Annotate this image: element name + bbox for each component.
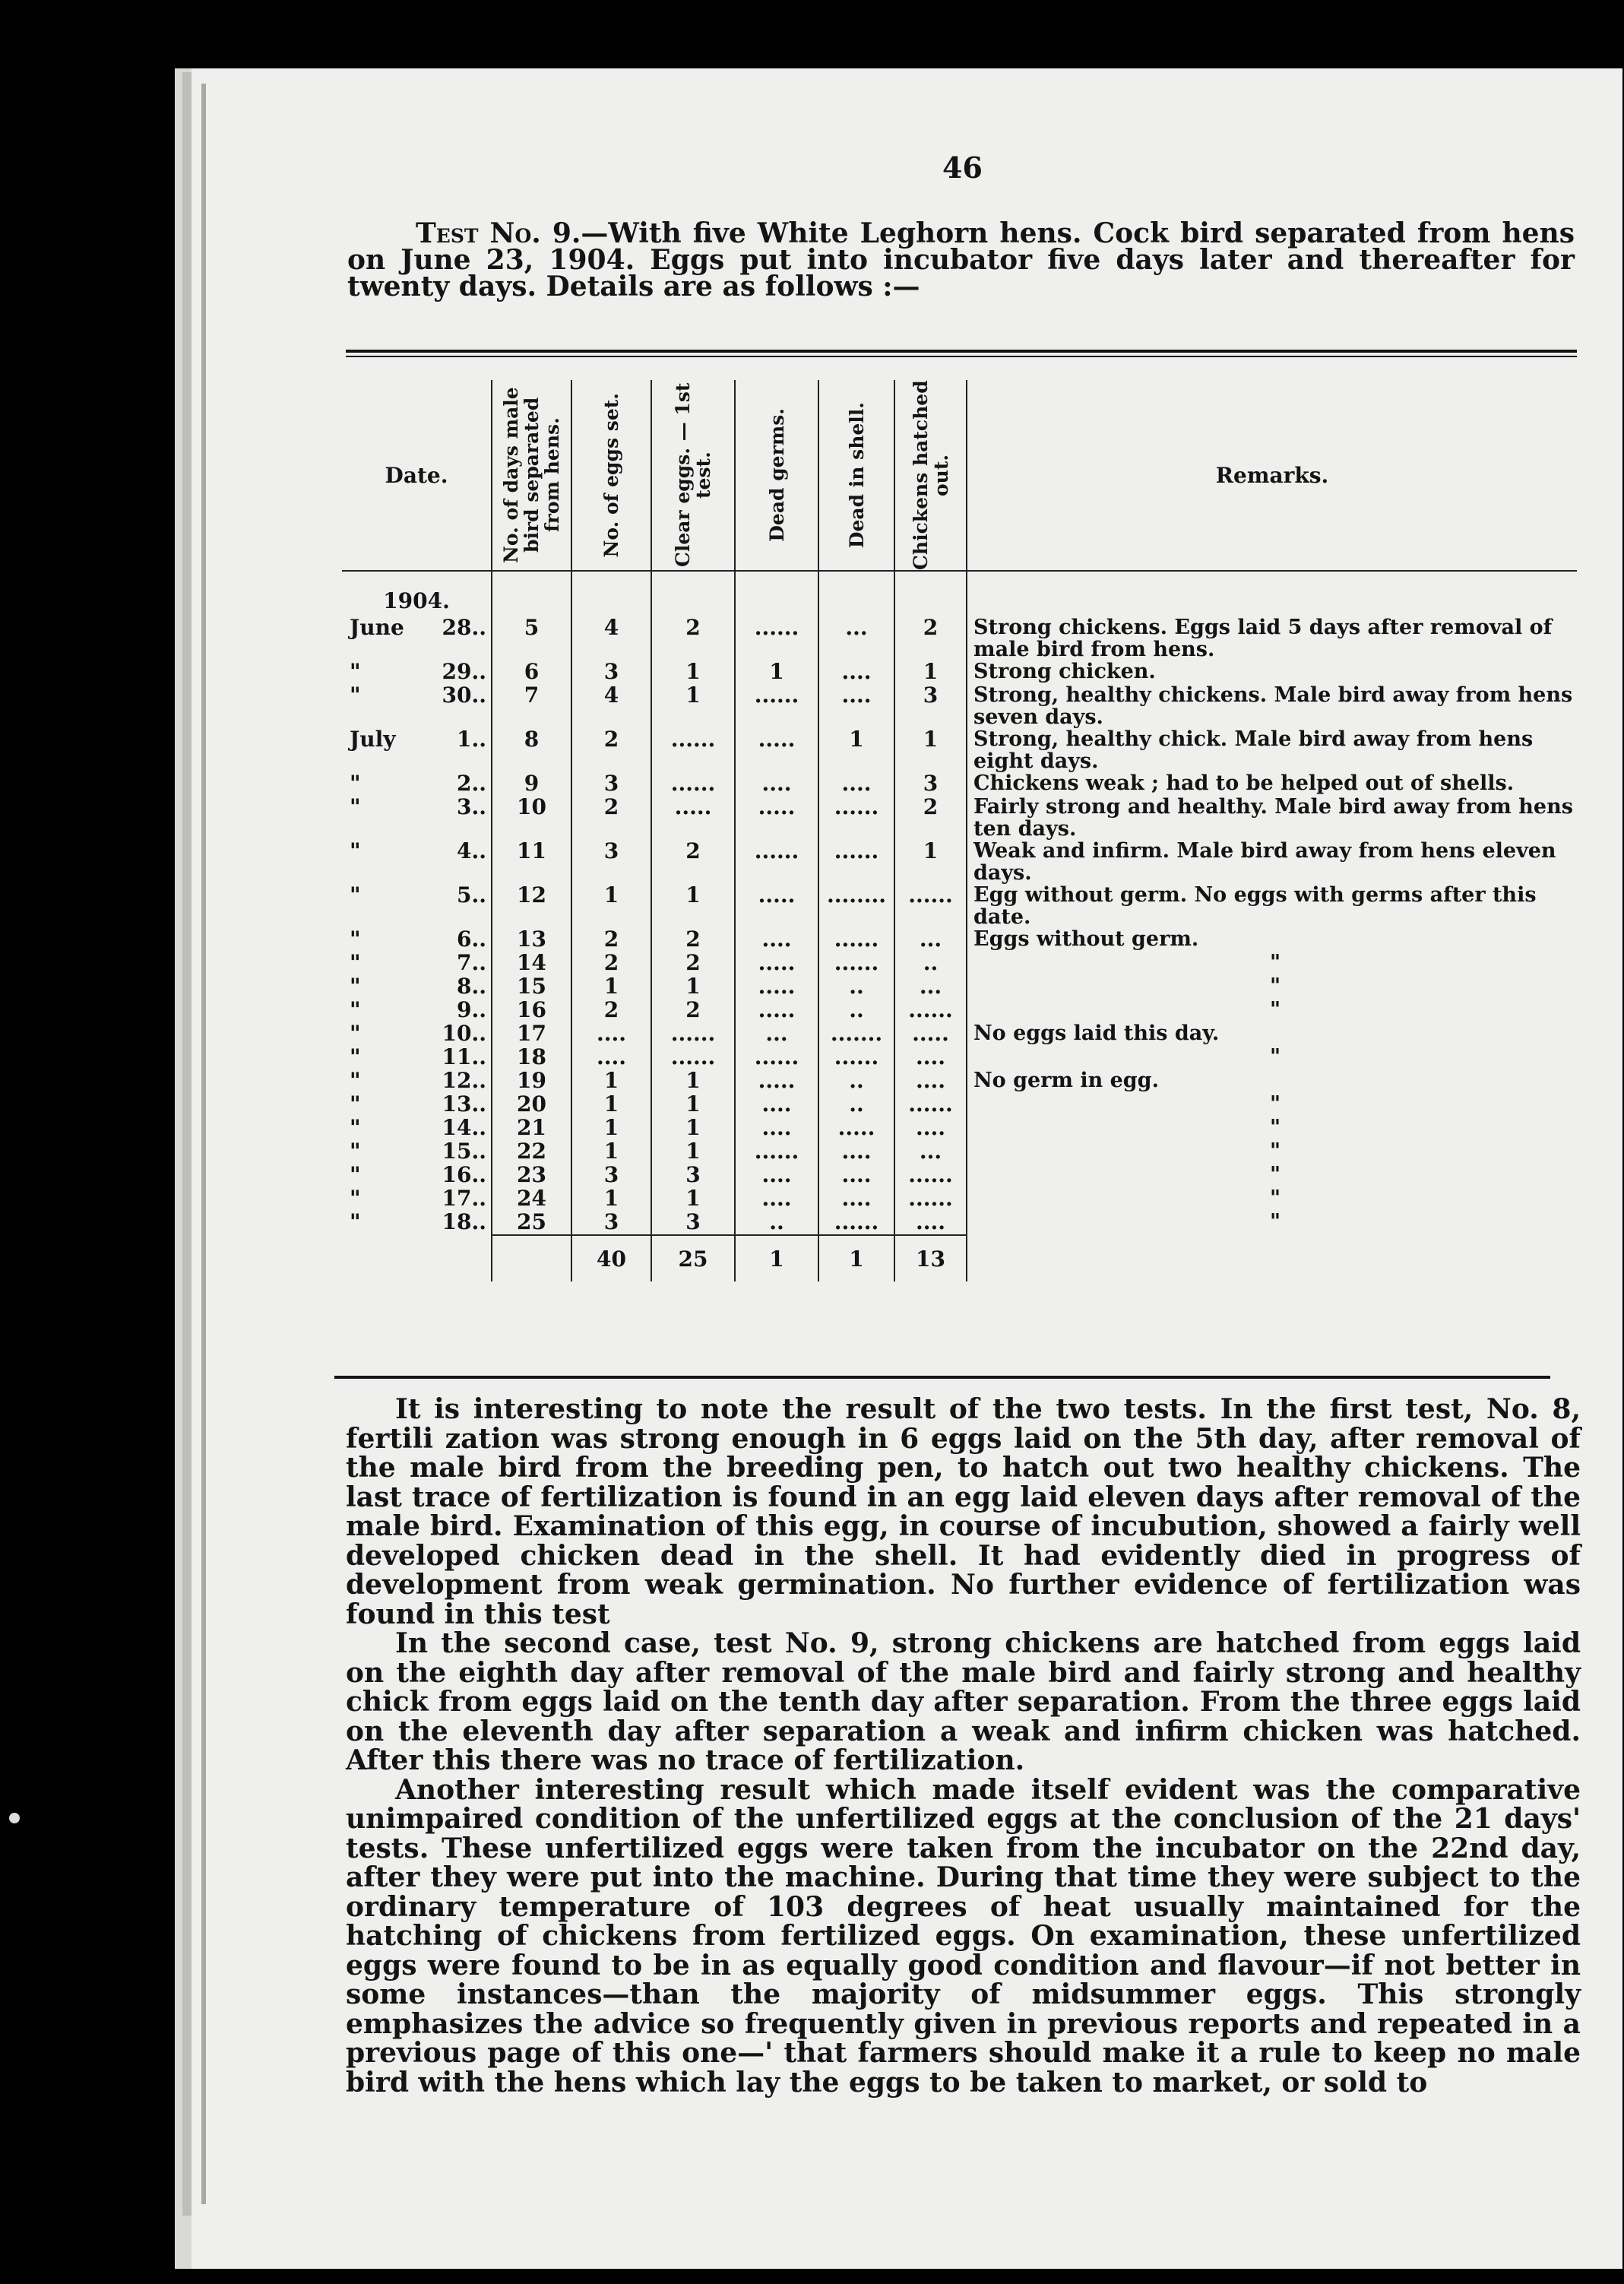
row-eggs-set: 3 xyxy=(571,840,651,884)
row-days-separated: 8 xyxy=(492,728,571,772)
row-month: " xyxy=(350,1115,361,1140)
row-days-separated: 6 xyxy=(492,660,571,684)
row-remark: " xyxy=(967,975,1577,999)
row-month: June xyxy=(350,615,404,640)
row-dead-shell: ...... xyxy=(818,840,894,884)
row-month: " xyxy=(350,794,361,819)
row-remark: " xyxy=(967,1187,1577,1211)
table-row xyxy=(342,884,1577,928)
table-row xyxy=(342,1140,1577,1164)
table-row xyxy=(342,1022,1577,1046)
table-row xyxy=(342,952,1577,975)
row-month: " xyxy=(350,1091,361,1117)
row-day: 17.. xyxy=(442,1186,486,1211)
row-days-separated: 18 xyxy=(492,1046,571,1069)
row-remark: No germ in egg. xyxy=(967,1069,1577,1093)
table-row xyxy=(342,928,1577,952)
row-eggs-set: 2 xyxy=(571,796,651,840)
row-days-separated: 13 xyxy=(492,928,571,952)
table-row xyxy=(342,999,1577,1022)
row-hatched: 3 xyxy=(894,684,967,728)
row-day: 30.. xyxy=(442,683,486,708)
table-row xyxy=(342,660,1577,684)
row-clear-eggs: 1 xyxy=(651,975,735,999)
row-eggs-set: 2 xyxy=(571,999,651,1022)
row-dead-shell: .... xyxy=(818,660,894,684)
row-clear-eggs: ...... xyxy=(651,1046,735,1069)
table-row xyxy=(342,975,1577,999)
row-remark: Egg without germ. No eggs with germs after this date. xyxy=(967,884,1577,928)
row-dead-germs: .... xyxy=(735,772,818,796)
row-eggs-set: 3 xyxy=(571,772,651,796)
row-dead-shell: .... xyxy=(818,772,894,796)
row-hatched: .... xyxy=(894,1211,967,1235)
row-clear-eggs: 1 xyxy=(651,660,735,684)
row-days-separated: 17 xyxy=(492,1022,571,1046)
paragraph: In the second case, test No. 9, strong chickens are hatched from eggs laid on the eighth day after removal of the male bird and fairly strong and healthy chick from eggs laid on the tenth day after separation. From the three eggs laid on the eleventh day after separation a weak and infirm chicken was hatched. After this there was no trace of fertilization. xyxy=(346,1627,1581,1776)
row-month: " xyxy=(350,882,361,908)
row-days-separated: 10 xyxy=(492,796,571,840)
row-days-separated: 9 xyxy=(492,772,571,796)
row-remark: Eggs without germ. xyxy=(967,928,1577,952)
row-month: " xyxy=(350,1021,361,1046)
row-clear-eggs: 1 xyxy=(651,1187,735,1211)
row-dead-shell: ... xyxy=(818,616,894,660)
row-days-separated: 16 xyxy=(492,999,571,1022)
row-days-separated: 25 xyxy=(492,1211,571,1235)
row-hatched: .... xyxy=(894,1046,967,1069)
row-days-separated: 22 xyxy=(492,1140,571,1164)
row-month: " xyxy=(350,838,361,863)
table-row xyxy=(342,1211,1577,1235)
table-bottom-rule xyxy=(334,1376,1550,1379)
row-month: " xyxy=(350,1044,361,1069)
row-remark: Fairly strong and healthy. Male bird away from hens ten days. xyxy=(967,796,1577,840)
row-day: 28.. xyxy=(442,615,486,640)
row-clear-eggs: 1 xyxy=(651,684,735,728)
row-remark: No eggs laid this day. xyxy=(967,1022,1577,1046)
row-hatched: ..... xyxy=(894,1022,967,1046)
table-row xyxy=(342,616,1577,660)
row-dead-germs: .... xyxy=(735,1187,818,1211)
row-month: " xyxy=(350,1068,361,1093)
intro-text: —With five White Leghorn hens. Cock bird separated from hens on June 23, 1904. Eggs put into incubator five days later and thereafter for twenty days. Details are as follows :— xyxy=(347,217,1575,303)
row-dead-shell: .. xyxy=(818,1069,894,1093)
row-month: " xyxy=(350,1186,361,1211)
header-dead-shell: Dead in shell. xyxy=(845,401,868,549)
row-dead-shell: .. xyxy=(818,999,894,1022)
row-dead-germs: ..... xyxy=(735,1069,818,1093)
row-dead-germs: ...... xyxy=(735,1046,818,1069)
row-dead-shell: .... xyxy=(818,1140,894,1164)
row-hatched: 1 xyxy=(894,840,967,884)
row-clear-eggs: 2 xyxy=(651,928,735,952)
table-row xyxy=(342,684,1577,728)
row-eggs-set: 1 xyxy=(571,1187,651,1211)
table-row xyxy=(342,1117,1577,1140)
year-row xyxy=(342,571,1577,616)
row-days-separated: 5 xyxy=(492,616,571,660)
paragraph: Another interesting result which made itself evident was the comparative unimpaired condition of the unfertilized eggs at the conclusion of the 21 days' tests. These unfertilized eggs were taken from the incubator on the 22nd day, after they were put into the machine. During that time they were subject to the ordinary temperature of 103 degrees of heat usually maintained for the hatching of chickens from fertilized eggs. On examination, these unfertilized eggs were found to be in as equally good condition and flavour—if not better in some instances—than the majority of midsummer eggs. This strongly emphasizes the advice so frequently given in previous reports and repeated in a previous page of this one—' that farmers should make it a rule to keep no male bird with the hens which lay the eggs to be taken to market, or sold to xyxy=(346,1773,1581,2099)
row-hatched: 1 xyxy=(894,728,967,772)
row-hatched: ...... xyxy=(894,1093,967,1117)
row-day: 4.. xyxy=(457,838,486,863)
row-day: 11.. xyxy=(442,1044,486,1069)
row-dead-shell: ...... xyxy=(818,952,894,975)
row-remark: " xyxy=(967,1164,1577,1187)
row-clear-eggs: 2 xyxy=(651,952,735,975)
total-clear: 25 xyxy=(651,1235,735,1281)
row-dead-germs: ..... xyxy=(735,999,818,1022)
row-dead-shell: .. xyxy=(818,975,894,999)
row-dead-germs: .... xyxy=(735,1164,818,1187)
row-remark: " xyxy=(967,1093,1577,1117)
header-hatched: Chickens hatched out. xyxy=(909,380,952,570)
row-month: " xyxy=(350,659,361,684)
row-remark: " xyxy=(967,1117,1577,1140)
row-dead-shell: .... xyxy=(818,684,894,728)
row-dead-germs: ...... xyxy=(735,1140,818,1164)
row-days-separated: 14 xyxy=(492,952,571,975)
header-clear-eggs: Clear eggs. — 1st test. xyxy=(672,382,714,568)
row-day: 13.. xyxy=(442,1091,486,1117)
row-day: 10.. xyxy=(442,1021,486,1046)
row-dead-shell: .... xyxy=(818,1187,894,1211)
row-clear-eggs: ..... xyxy=(651,796,735,840)
row-dead-shell: ...... xyxy=(818,796,894,840)
row-eggs-set: 4 xyxy=(571,616,651,660)
row-dead-germs: ..... xyxy=(735,884,818,928)
row-month: " xyxy=(350,771,361,796)
row-day: 15.. xyxy=(442,1139,486,1164)
row-hatched: 1 xyxy=(894,660,967,684)
row-clear-eggs: 2 xyxy=(651,840,735,884)
table-row xyxy=(342,796,1577,840)
row-eggs-set: 2 xyxy=(571,728,651,772)
row-day: 9.. xyxy=(457,997,486,1022)
row-hatched: ... xyxy=(894,928,967,952)
row-day: 29.. xyxy=(442,659,486,684)
row-day: 14.. xyxy=(442,1115,486,1140)
row-eggs-set: 3 xyxy=(571,660,651,684)
row-remark: Strong chicken. xyxy=(967,660,1577,684)
row-month: " xyxy=(350,974,361,999)
row-days-separated: 23 xyxy=(492,1164,571,1187)
row-dead-shell: ...... xyxy=(818,1046,894,1069)
row-month: " xyxy=(350,950,361,975)
row-dead-shell: ...... xyxy=(818,1211,894,1235)
page-edge xyxy=(201,84,206,2204)
row-dead-shell: ....... xyxy=(818,1022,894,1046)
row-clear-eggs: 2 xyxy=(651,616,735,660)
row-eggs-set: 1 xyxy=(571,884,651,928)
row-eggs-set: 1 xyxy=(571,1140,651,1164)
row-clear-eggs: 1 xyxy=(651,884,735,928)
row-dead-germs: ..... xyxy=(735,952,818,975)
row-clear-eggs: ...... xyxy=(651,772,735,796)
row-eggs-set: 3 xyxy=(571,1211,651,1235)
table-row xyxy=(342,772,1577,796)
header-eggs-set: No. of eggs set. xyxy=(600,392,622,558)
row-dead-germs: .... xyxy=(735,1117,818,1140)
row-days-separated: 20 xyxy=(492,1093,571,1117)
table-row xyxy=(342,1093,1577,1117)
row-days-separated: 12 xyxy=(492,884,571,928)
row-month: " xyxy=(350,997,361,1022)
row-remark: " xyxy=(967,1211,1577,1235)
table-row xyxy=(342,728,1577,772)
paragraph: It is interesting to note the result of the two tests. In the first test, No. 8, fertili zation was strong enough in 6 eggs laid on the 5th day, after removal of the male bird from the breeding pen, to hatch out two healthy chickens. The last trace of fertilization is found in an egg laid eleven days after removal of the male bird. Examination of this egg, in course of incubution, showed a fairly well developed chicken dead in the shell. It had evidently died in progress of development from weak germination. No further evidence of fertilization was found in this test xyxy=(346,1393,1581,1630)
row-hatched: 2 xyxy=(894,616,967,660)
row-hatched: .... xyxy=(894,1117,967,1140)
row-dead-shell: ..... xyxy=(818,1117,894,1140)
row-clear-eggs: 3 xyxy=(651,1211,735,1235)
row-clear-eggs: ...... xyxy=(651,728,735,772)
row-days-separated: 15 xyxy=(492,975,571,999)
row-month: " xyxy=(350,1162,361,1187)
intro-lead: Test No. 9. xyxy=(416,217,581,249)
row-month: " xyxy=(350,683,361,708)
row-eggs-set: 1 xyxy=(571,975,651,999)
header-days: No. of days male bird separated from hens. xyxy=(500,387,563,563)
row-dead-germs: .... xyxy=(735,928,818,952)
row-remark: Strong chickens. Eggs laid 5 days after removal of male bird from hens. xyxy=(967,616,1577,660)
row-day: 12.. xyxy=(442,1068,486,1093)
row-remark: Weak and infirm. Male bird away from hens eleven days. xyxy=(967,840,1577,884)
row-day: 1.. xyxy=(457,727,486,752)
row-day: 7.. xyxy=(457,950,486,975)
row-eggs-set: 4 xyxy=(571,684,651,728)
row-day: 16.. xyxy=(442,1162,486,1187)
header-date: Date. xyxy=(342,380,492,571)
row-clear-eggs: 1 xyxy=(651,1093,735,1117)
row-hatched: ...... xyxy=(894,884,967,928)
row-day: 6.. xyxy=(457,927,486,952)
row-remark: Strong, healthy chickens. Male bird away from hens seven days. xyxy=(967,684,1577,728)
row-dead-germs: ... xyxy=(735,1022,818,1046)
row-dead-shell: 1 xyxy=(818,728,894,772)
row-eggs-set: 1 xyxy=(571,1093,651,1117)
row-dead-shell: ........ xyxy=(818,884,894,928)
row-days-separated: 24 xyxy=(492,1187,571,1211)
row-month: July xyxy=(350,727,396,752)
row-remark: Strong, healthy chick. Male bird away from hens eight days. xyxy=(967,728,1577,772)
row-dead-germs: ...... xyxy=(735,616,818,660)
row-days-separated: 7 xyxy=(492,684,571,728)
header-remarks: Remarks. xyxy=(967,380,1577,571)
row-hatched: 3 xyxy=(894,772,967,796)
row-eggs-set: 2 xyxy=(571,952,651,975)
row-dead-germs: ...... xyxy=(735,840,818,884)
row-eggs-set: .... xyxy=(571,1046,651,1069)
row-month: " xyxy=(350,1139,361,1164)
row-days-separated: 21 xyxy=(492,1117,571,1140)
row-dead-shell: .... xyxy=(818,1164,894,1187)
row-remark: " xyxy=(967,1046,1577,1069)
year-label: 1904. xyxy=(383,588,450,613)
page-edge xyxy=(182,72,192,2216)
row-eggs-set: 2 xyxy=(571,928,651,952)
row-dead-germs: .. xyxy=(735,1211,818,1235)
hatching-table xyxy=(342,380,1577,1281)
row-month: " xyxy=(350,1209,361,1234)
totals-row xyxy=(342,1235,1577,1281)
row-day: 5.. xyxy=(457,882,486,908)
row-clear-eggs: ...... xyxy=(651,1022,735,1046)
row-dead-germs: 1 xyxy=(735,660,818,684)
page-number: 46 xyxy=(942,150,983,185)
total-hatched: 13 xyxy=(894,1235,967,1281)
intro-paragraph xyxy=(347,217,1575,303)
row-remark: " xyxy=(967,1140,1577,1164)
row-eggs-set: .... xyxy=(571,1022,651,1046)
row-remark: " xyxy=(967,999,1577,1022)
row-eggs-set: 1 xyxy=(571,1069,651,1093)
row-clear-eggs: 1 xyxy=(651,1140,735,1164)
row-eggs-set: 3 xyxy=(571,1164,651,1187)
row-hatched: ...... xyxy=(894,1187,967,1211)
row-hatched: .. xyxy=(894,952,967,975)
row-dead-germs: ..... xyxy=(735,796,818,840)
row-clear-eggs: 1 xyxy=(651,1117,735,1140)
total-germs: 1 xyxy=(735,1235,818,1281)
row-clear-eggs: 1 xyxy=(651,1069,735,1093)
row-day: 3.. xyxy=(457,794,486,819)
scan-speck xyxy=(9,1813,20,1823)
row-dead-shell: ...... xyxy=(818,928,894,952)
body-text xyxy=(346,1395,1581,2097)
row-month: " xyxy=(350,927,361,952)
table-row xyxy=(342,840,1577,884)
row-dead-germs: .... xyxy=(735,1093,818,1117)
row-day: 18.. xyxy=(442,1209,486,1234)
row-hatched: ... xyxy=(894,1140,967,1164)
row-hatched: ...... xyxy=(894,999,967,1022)
row-hatched: ... xyxy=(894,975,967,999)
table-top-rule xyxy=(346,356,1577,357)
table-row xyxy=(342,1069,1577,1093)
table-row xyxy=(342,1187,1577,1211)
row-eggs-set: 1 xyxy=(571,1117,651,1140)
row-clear-eggs: 2 xyxy=(651,999,735,1022)
row-days-separated: 11 xyxy=(492,840,571,884)
total-shell: 1 xyxy=(818,1235,894,1281)
row-hatched: ...... xyxy=(894,1164,967,1187)
row-dead-germs: ...... xyxy=(735,684,818,728)
row-dead-shell: .. xyxy=(818,1093,894,1117)
row-dead-germs: ..... xyxy=(735,728,818,772)
total-set: 40 xyxy=(571,1235,651,1281)
row-hatched: .... xyxy=(894,1069,967,1093)
row-hatched: 2 xyxy=(894,796,967,840)
row-day: 2.. xyxy=(457,771,486,796)
table-header-row xyxy=(342,380,1577,571)
header-dead-germs: Dead germs. xyxy=(765,408,788,542)
row-remark: " xyxy=(967,952,1577,975)
table-row xyxy=(342,1164,1577,1187)
table-top-rule xyxy=(346,350,1577,353)
row-day: 8.. xyxy=(457,974,486,999)
row-days-separated: 19 xyxy=(492,1069,571,1093)
row-remark: Chickens weak ; had to be helped out of shells. xyxy=(967,772,1577,796)
table-row xyxy=(342,1046,1577,1069)
row-clear-eggs: 3 xyxy=(651,1164,735,1187)
row-dead-germs: ..... xyxy=(735,975,818,999)
